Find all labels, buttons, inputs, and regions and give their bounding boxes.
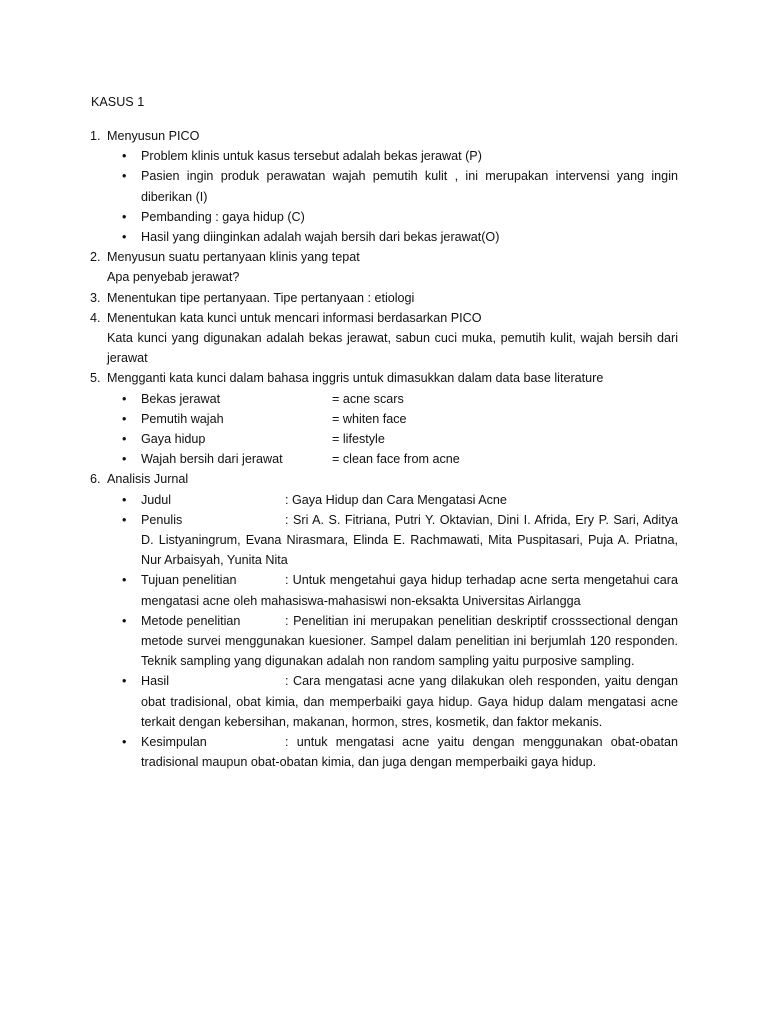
list-item [107, 409, 678, 429]
bullet-text: Hasil yang diinginkan adalah wajah bersih dari bekas jerawat(O) [141, 230, 500, 245]
term-english: = whiten face [332, 411, 407, 426]
bullet-icon: • [122, 735, 127, 750]
section-1 [90, 126, 678, 247]
field-value: : untuk mengatasi acne yaitu dengan menggunakan obat-obatan tradisional maupun obat-obatan kimia, dan juga dengan memperbaiki gaya hidup. [141, 735, 678, 770]
bullet-icon: • [122, 411, 127, 426]
list-item [107, 490, 678, 510]
section-number: 2. [90, 250, 101, 265]
section-number: 1. [90, 129, 101, 143]
list-item [107, 611, 678, 672]
section-heading: Menyusun suatu pertanyaan klinis yang tepat [107, 250, 360, 265]
list-item [107, 207, 678, 227]
field-label: Tujuan penelitian [141, 573, 237, 588]
bullet-icon: • [122, 512, 127, 527]
section-heading: Analisis Jurnal [107, 472, 189, 487]
document-body [90, 126, 678, 773]
field-value: : Penelitian ini merupakan penelitian deskriptif crosssectional dengan metode survei menggunakan kuesioner. Sampel dalam penelitian ini berjumlah 120 responden. Teknik sampling yang digunakan adalah non random sampling yaitu purposive sampling. [141, 613, 678, 669]
field-label: Penulis [141, 512, 183, 527]
term-indonesian: Wajah bersih dari jerawat [141, 452, 283, 467]
field-value: : Sri A. S. Fitriana, Putri Y. Oktavian, Dini I. Afrida, Ery P. Sari, Aditya D. Listyaningrum, Evana Nirasmara, Elinda E. Rachmawati, Mita Puspitasari, Puja A. Priatna, Nur Arbaisyah, Yunita Nita [141, 512, 678, 568]
list-item [107, 146, 678, 166]
bullet-icon: • [122, 230, 127, 245]
document-title: KASUS 1 [91, 95, 145, 109]
bullet-icon: • [122, 149, 127, 164]
bullet-icon: • [122, 492, 127, 507]
term-indonesian: Gaya hidup [141, 432, 206, 447]
bullet-icon: • [122, 391, 127, 406]
bullet-text: Pembanding : gaya hidup (C) [141, 209, 305, 224]
section-heading: Mengganti kata kunci dalam bahasa inggris untuk dimasukkan dalam data base literature [107, 371, 604, 386]
term-english: = acne scars [332, 391, 404, 406]
list-item [107, 570, 678, 610]
section-heading: Menentukan tipe pertanyaan. Tipe pertanyaan : etiologi [107, 290, 415, 305]
field-value: : Gaya Hidup dan Cara Mengatasi Acne [285, 492, 507, 507]
bullet-text: Pasien ingin produk perawatan wajah pemutih kulit , ini merupakan intervensi yang ingin diberikan (I) [141, 169, 678, 204]
bullet-icon: • [122, 432, 127, 447]
bullet-icon: • [122, 169, 127, 184]
section-4 [90, 308, 678, 369]
field-label: Metode penelitian [141, 613, 241, 628]
bullet-icon: • [122, 674, 127, 689]
section-number: 5. [90, 371, 101, 386]
list-item [107, 389, 678, 409]
bullet-text: Problem klinis untuk kasus tersebut adalah bekas jerawat (P) [141, 149, 482, 164]
section-2 [90, 247, 678, 287]
section-text: Apa penyebab jerawat? [107, 270, 240, 285]
term-english: = clean face from acne [332, 452, 460, 467]
section-5 [90, 368, 678, 469]
section-number: 4. [90, 310, 101, 325]
field-value: : Untuk mengetahui gaya hidup terhadap acne serta mengetahui cara mengatasi acne oleh mahasiswa-mahasiswi non-eksakta Universitas Airlangga [141, 573, 678, 608]
term-indonesian: Pemutih wajah [141, 411, 224, 426]
section-text: Kata kunci yang digunakan adalah bekas jerawat, sabun cuci muka, pemutih kulit, wajah bersih dari jerawat [107, 331, 678, 366]
field-label: Kesimpulan [141, 735, 207, 750]
list-item [107, 429, 678, 449]
section-number: 3. [90, 290, 101, 305]
list-item [107, 227, 678, 247]
bullet-icon: • [122, 452, 127, 467]
list-item [107, 166, 678, 206]
field-value: : Cara mengatasi acne yang dilakukan oleh responden, yaitu dengan obat tradisional, obat kimia, dan memperbaiki gaya hidup. Gaya hidup dalam mengatasi acne terkait dengan kebersihan, makanan, hormon, stres, kosmetik, dan faktor mekanis. [141, 674, 678, 729]
section-heading: Menentukan kata kunci untuk mencari informasi berdasarkan PICO [107, 310, 482, 325]
list-item [107, 732, 678, 772]
section-number: 6. [90, 472, 101, 487]
bullet-icon: • [122, 613, 127, 628]
field-label: Judul [141, 492, 172, 507]
list-item [107, 671, 678, 732]
bullet-icon: • [122, 209, 127, 224]
section-6 [90, 469, 678, 772]
term-indonesian: Bekas jerawat [141, 391, 221, 406]
field-label: Hasil [141, 674, 169, 689]
term-english: = lifestyle [332, 432, 385, 447]
list-item [107, 510, 678, 571]
section-3 [90, 288, 678, 308]
section-heading: Menyusun PICO [107, 129, 200, 143]
bullet-icon: • [122, 573, 127, 588]
list-item [107, 449, 678, 469]
